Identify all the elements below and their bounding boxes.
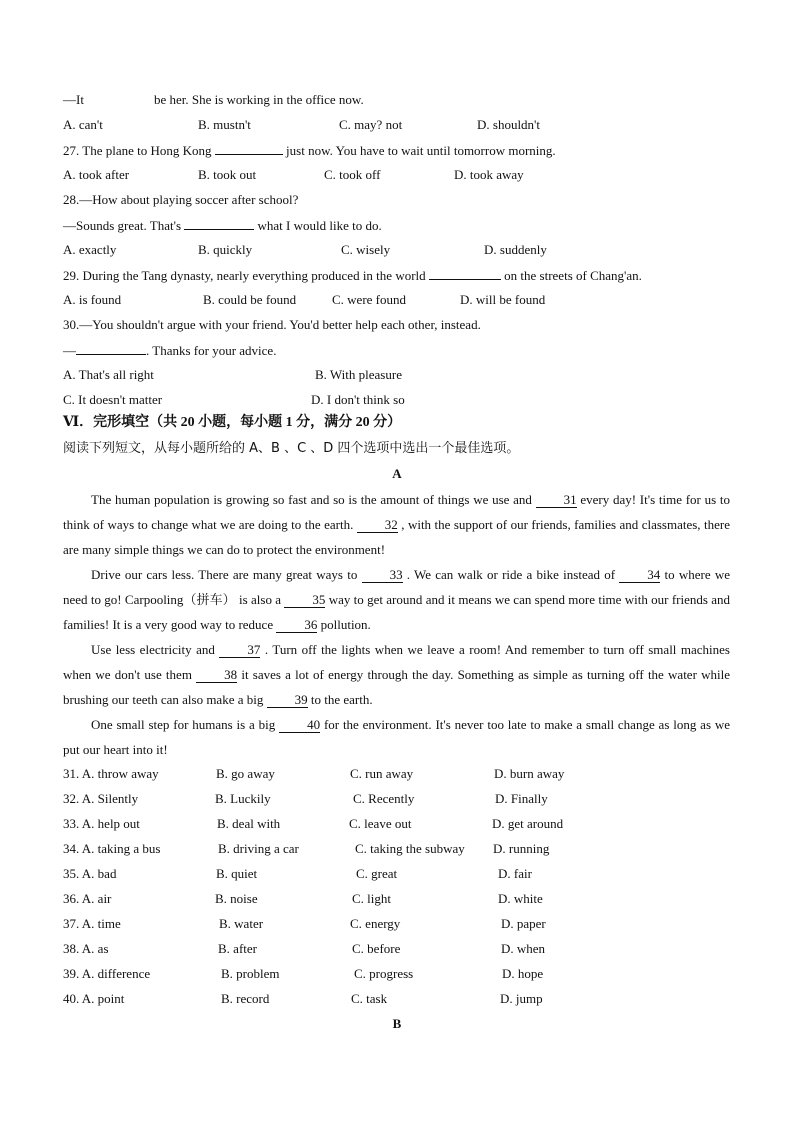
q28-option-b[interactable]: B. quickly (198, 242, 253, 257)
q26-stem (63, 92, 364, 108)
q27-stem-start: 27. The plane to Hong Kong (63, 143, 212, 158)
question-option[interactable]: 31. A. throw away (63, 766, 159, 781)
question-option[interactable]: B. go away (216, 766, 275, 781)
blank-33[interactable]: 33 (362, 568, 403, 583)
question-option[interactable]: 36. A. air (63, 891, 112, 906)
question-option[interactable]: D. when (501, 941, 546, 956)
q27-option-a[interactable]: A. took after (63, 167, 130, 182)
question-option[interactable]: 33. A. help out (63, 816, 140, 831)
blank-34[interactable]: 34 (619, 568, 660, 583)
question-option[interactable]: 37. A. time (63, 916, 121, 931)
q30-options-row1 (63, 367, 743, 383)
question-option[interactable]: 35. A. bad (63, 866, 117, 881)
question-option[interactable]: D. Finally (495, 791, 548, 806)
q28-question: 28.—How about playing soccer after school? (63, 192, 299, 207)
q26-stem-start: —It (63, 92, 84, 107)
q30-option-c[interactable]: C. It doesn't matter (63, 392, 163, 407)
passage-a-label: A (392, 466, 402, 481)
q27-options (63, 167, 743, 183)
question-option[interactable]: D. white (498, 891, 543, 906)
q28-stem-end: what I would like to do. (257, 218, 382, 233)
q30-answer-line (63, 342, 276, 359)
question-option[interactable]: C. great (356, 866, 398, 881)
question-option[interactable]: 38. A. as (63, 941, 109, 956)
question-row (63, 791, 743, 807)
q29-stem-start: 29. During the Tang dynasty, nearly everything produced in the world (63, 268, 426, 283)
question-row (63, 866, 743, 882)
question-option[interactable]: D. fair (498, 866, 532, 881)
q29-options (63, 292, 743, 308)
q29-option-b[interactable]: B. could be found (203, 292, 297, 307)
q26-option-a[interactable]: A. can't (63, 117, 103, 132)
passage-paragraph-3: Use less electricity and 37 . Turn off the lights when we leave a room! And remember to turn off small machines when we don't use them 38 it saves a lot of energy through the day. Something as simple as turning off the water while brushing our teeth can also make a big 39 to the earth. (63, 642, 730, 707)
q27-stem (63, 142, 556, 159)
passage-b-label: B (392, 1016, 402, 1031)
q28-option-a[interactable]: A. exactly (63, 242, 117, 257)
q26-option-c[interactable]: C. may? not (339, 117, 403, 132)
question-option[interactable]: C. leave out (349, 816, 412, 831)
blank-32[interactable]: 32 (357, 518, 398, 533)
q30-question: 30.—You shouldn't argue with your friend. You'd better help each other, instead. (63, 317, 481, 332)
question-option[interactable]: B. quiet (216, 866, 258, 881)
q27-blank[interactable] (215, 142, 283, 155)
q29-stem (63, 267, 642, 284)
q28-stem-start: —Sounds great. That's (63, 218, 182, 233)
question-row (63, 816, 743, 832)
q27-option-c[interactable]: C. took off (324, 167, 381, 182)
question-option[interactable]: 39. A. difference (63, 966, 151, 981)
passage-a (63, 487, 730, 762)
question-option[interactable]: C. task (351, 991, 388, 1006)
q30-blank[interactable] (76, 342, 146, 355)
q29-option-d[interactable]: D. will be found (460, 292, 546, 307)
q28-option-d[interactable]: D. suddenly (484, 242, 547, 257)
q29-option-a[interactable]: A. is found (63, 292, 122, 307)
question-option[interactable]: C. run away (350, 766, 414, 781)
question-row (63, 966, 743, 982)
q30-stem-start: — (63, 343, 76, 358)
blank-36[interactable]: 36 (276, 618, 317, 633)
question-option[interactable]: B. driving a car (218, 841, 299, 856)
question-row (63, 941, 743, 957)
question-option[interactable]: B. deal with (217, 816, 281, 831)
passage-paragraph-2: Drive our cars less. There are many great ways to 33 . We can walk or ride a bike instead of 34 to where we need to go! Carpooling（拼车） is also a 35 way to get around and it means we can spend more time with our friends and families! It is a very good way to reduce 36 pollution. (63, 567, 731, 632)
question-option[interactable]: B. after (218, 941, 257, 956)
question-option[interactable]: D. jump (500, 991, 543, 1006)
section-instruction: 阅读下列短文，从每小题所给的 A、B 、C 、D 四个选项中选出一个最佳选项。 (63, 441, 520, 456)
question-option[interactable]: C. light (352, 891, 392, 906)
question-option[interactable]: C. before (352, 941, 401, 956)
blank-40[interactable]: 40 (279, 718, 320, 733)
question-row (63, 991, 743, 1007)
question-option[interactable]: C. Recently (353, 791, 415, 806)
question-option[interactable]: C. progress (354, 966, 414, 981)
question-option[interactable]: B. water (219, 916, 264, 931)
q28-option-c[interactable]: C. wisely (341, 242, 391, 257)
question-option[interactable]: C. energy (350, 916, 401, 931)
q26-stem-end: be her. She is working in the office now. (153, 92, 364, 107)
q30-options-row2 (63, 392, 743, 408)
q30-option-b[interactable]: B. With pleasure (315, 367, 402, 382)
q26-option-d[interactable]: D. shouldn't (477, 117, 541, 132)
question-option[interactable]: B. record (221, 991, 270, 1006)
q29-blank[interactable] (429, 267, 501, 280)
q26-options (63, 117, 743, 133)
q30-option-a[interactable]: A. That's all right (63, 367, 154, 382)
q28-blank[interactable] (184, 217, 254, 230)
question-option[interactable]: 40. A. point (63, 991, 125, 1006)
question-row (63, 891, 743, 907)
question-row (63, 916, 743, 932)
question-option[interactable]: D. get around (492, 816, 564, 831)
question-option[interactable]: 34. A. taking a bus (63, 841, 161, 856)
blank-35[interactable]: 35 (284, 593, 325, 608)
q29-option-c[interactable]: C. were found (332, 292, 407, 307)
question-option[interactable]: D. running (493, 841, 550, 856)
question-option[interactable]: 32. A. Silently (63, 791, 139, 806)
passage-paragraph-1: The human population is growing so fast and so is the amount of things we use and 31 every day! It's time for us to think of ways to change what we are doing to the earth. 32 , with the support of our friends, families and classmates, there are many simple things we can do to protect the environment! (63, 492, 730, 557)
q27-stem-end: just now. You have to wait until tomorrow morning. (286, 143, 556, 158)
question-option[interactable]: D. paper (501, 916, 546, 931)
question-option[interactable]: D. hope (502, 966, 544, 981)
question-option[interactable]: C. taking the subway (355, 841, 465, 856)
question-row (63, 766, 743, 782)
q30-stem-end: . Thanks for your advice. (146, 343, 277, 358)
q29-stem-end: on the streets of Chang'an. (504, 268, 642, 283)
blank-39[interactable]: 39 (267, 693, 308, 708)
q28-answer-line (63, 217, 382, 234)
q26-option-b[interactable]: B. mustn't (198, 117, 251, 132)
question-option[interactable]: B. problem (221, 966, 280, 981)
q27-option-b[interactable]: B. took out (198, 167, 257, 182)
q30-option-d[interactable]: D. I don't think so (311, 392, 405, 407)
q28-options (63, 242, 743, 258)
question-option[interactable]: D. burn away (494, 766, 565, 781)
blank-38[interactable]: 38 (196, 668, 237, 683)
q27-option-d[interactable]: D. took away (454, 167, 524, 182)
blank-37[interactable]: 37 (219, 643, 260, 658)
question-row (63, 841, 743, 857)
section-title: Ⅵ．完形填空（共 20 小题，每小题 1 分，满分 20 分） (63, 415, 402, 430)
question-option[interactable]: B. Luckily (215, 791, 271, 806)
blank-31[interactable]: 31 (536, 493, 577, 508)
passage-paragraph-4: One small step for humans is a big 40 for the environment. It's never too late to make a small change as long as we put our heart into it! (63, 717, 730, 757)
question-option[interactable]: B. noise (215, 891, 258, 906)
